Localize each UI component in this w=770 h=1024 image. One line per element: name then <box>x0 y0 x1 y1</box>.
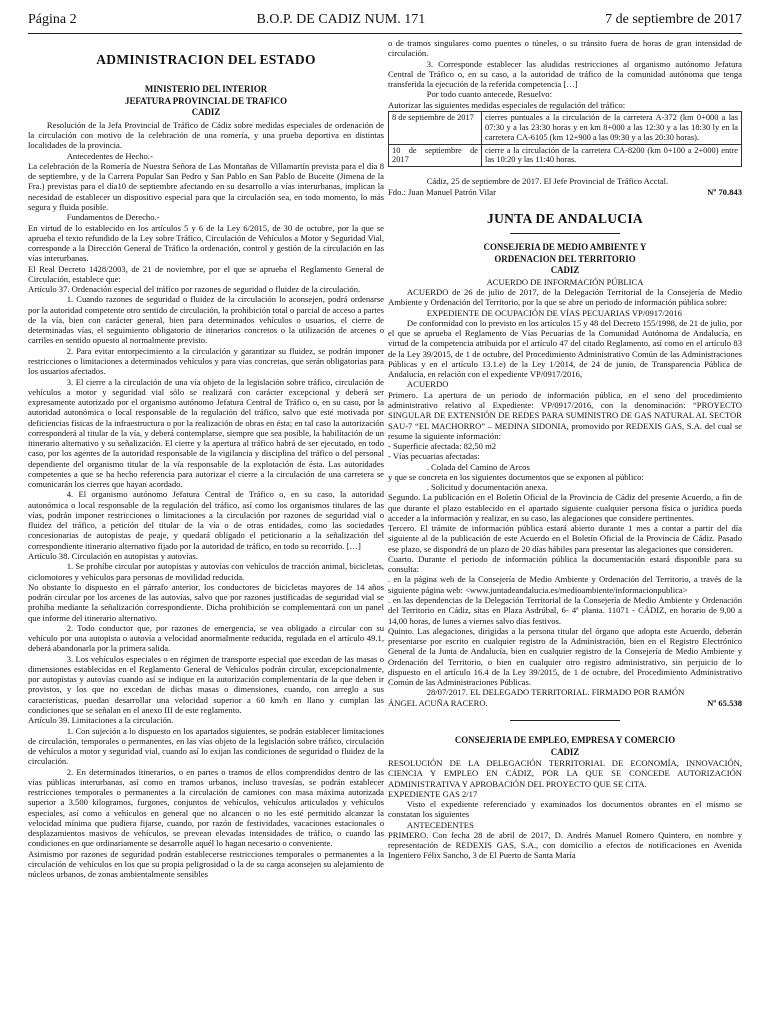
org-cadiz: CADIZ <box>550 265 580 276</box>
paragraph: Primero. La apertura de un periodo de información pública, en el seno del procedimiento administrativo relativo al Expediente: VP/0917/2016, con la denominación: “PROYECTO SINGULAR DE EXTENSIÓN DE REDES PARA SUMINISTRO DE GAS NATURAL AL SECTOR SAU-7 “EL MACHORRO” – MEDINA SIDONIA, promovido por REDEXIS GAS, S.A. del cual se resume la siguiente información: <box>388 389 742 441</box>
paragraph: No obstante lo dispuesto en el párrafo anterior, los conductores de bicicletas mayores de 14 años podrán circular por los arcenes de las autovías, salvo que por razones justificadas de seguridad vial se prohíba mediante la señalización correspondiente. Dicha prohibición se complementará con un panel que informe del itinerario alternativo. <box>28 581 384 623</box>
paragraph: ACUERDO <box>406 379 449 390</box>
paragraph: EXPEDIENTE GAS 2/17 <box>388 788 478 799</box>
paragraph: Cuarto. Durante el periodo de información pública la documentación estará disponible para su consulta: <box>388 553 742 575</box>
section-title-estado: ADMINISTRACION DEL ESTADO <box>96 52 316 67</box>
paragraph: Visto el expediente referenciado y examinados los documentos obrantes en el mismo se constatan los siguientes <box>388 799 742 820</box>
notice-number: Nº 65.538 <box>707 697 742 708</box>
paragraph: 3. Corresponde establecer las aludidas restricciones al organismo autónomo Jefatura Central de Tráfico o, en su caso, a la autoridad de tráfico de la comunidad autónoma que tenga transferida la ejecución de la referida competencia […] <box>388 58 742 90</box>
paragraph: En virtud de lo establecido en los artículos 5 y 6 de la Ley 6/2015, de 30 de octubre, por la que se aprueba el texto refundido de la Ley sobre Tráfico, Circulación de Vehículos a Motor y Seguridad Vial, corresponde a la Dirección General de Tráfico la ordenación, control y gestión de la circulación en las vías interurbanas. <box>28 222 384 264</box>
org-consejeria-medio-ambiente: CONSEJERIA DE MEDIO AMBIENTE Y <box>483 242 647 253</box>
header-rule <box>28 33 742 34</box>
signature-line: Cádiz, 25 de septiembre de 2017. El Jefe Provincial de Tráfico Acctal. <box>426 176 669 187</box>
resolution-body <box>388 758 742 861</box>
paragraph: 2. En determinados itinerarios, o en partes o tramos de ellos comprendidos dentro de las vías públicas interurbanas, así como en tramos urbanos, incluso travesías, se podrán establecer restricciones temporales o permanentes a la circulación de camiones con masa máxima autorizada superior a 3.500 kilogramos, furgones, conjuntos de vehículos, vehículos articulados y vehículos especiales, así como a vehículos en general que no alcancen o no les esté permitido alcanzar la velocidad mínima que pudiera fijarse, cuando, por razón de festividades, vacaciones estacionales o desplazamientos masivos de vehículos, se prevean elevadas intensidades de tráfico, o cuando las condiciones en que ordinariamente se desarrolle aquél lo hagan necesario o conveniente. <box>28 766 384 849</box>
paragraph: De conformidad con lo previsto en los artículos 15 y 48 del Decreto 155/1998, de 21 de julio, por el que se aprueba el Reglamento de Vías Pecuarias de la Comunidad Autónoma de Andalucía, en virtud de la competencia atribuida por el artículo 47 del citado Reglamento, así como en el artículo 83 de la Ley 39/2015, de 1 de octubre, del Procedimiento Administrativo Común de las Administraciones Públicas y en el artículo 13.1.e) de la Ley 1/2014, de 24 de junio, de Transparencia Pública de Andalucía, en relación con el expediente VP/0917/2016, <box>388 317 742 380</box>
paragraph: Asimismo por razones de seguridad podrán establecerse restricciones temporales o permanentes a la circulación de vehículos en los que su propia peligrosidad o la de su carga aconsejen su alejamiento de núcleos urbanos, de zonas ambientalmente sensibles <box>28 848 384 880</box>
org-cadiz: CADIZ <box>550 746 580 757</box>
paragraph: El Real Decreto 1428/2003, de 21 de noviembre, por el que se aprueba el Reglamento General de Circulación, establece que: <box>28 263 384 284</box>
org-consejeria-empleo: CONSEJERIA DE EMPLEO, EMPRESA Y COMERCIO <box>454 734 676 745</box>
signatory-name: ÁNGEL ACUÑA RACERO. <box>388 697 488 708</box>
bulletin-title: B.O.P. DE CADIZ NUM. 171 <box>256 12 426 27</box>
paragraph: Resolución de la Jefa Provincial de Tráfico de Cádiz sobre medidas especiales de ordenación de la circulación con motivo de la celebración de una romería, y una prueba deportiva en distintas localidades de la provincia. <box>28 119 384 151</box>
left-column <box>28 38 384 880</box>
paragraph: ANTECEDENTES <box>406 819 474 830</box>
paragraph: EXPEDIENTE DE OCUPACIÓN DE VÍAS PECUARIAS VP/0917/2016 <box>426 307 682 318</box>
signature-line: 28/07/2017. EL DELEGADO TERRITORIAL. FIRMADO POR RAMÓN <box>426 687 685 698</box>
paragraph: . Colada del Camino de Arcos <box>426 461 530 472</box>
page-header <box>28 12 742 30</box>
paragraph: - Vías pecuarias afectadas: <box>388 451 480 462</box>
paragraph: PRIMERO. Con fecha 28 de abril de 2017, D. Andrés Manuel Romero Quintero, en nombre y representación de REDEXIS GAS, S.A., con domicilio a efectos de notificaciones en Avenida Ingeniero Félix Sancho, 3 de El Puerto de Santa María <box>388 829 742 861</box>
notice-body <box>388 287 742 687</box>
paragraph: Fundamentos de Derecho.- <box>66 212 160 223</box>
paragraph: Por todo cuanto antecede, Resuelvo: <box>426 89 552 100</box>
org-ordenacion: ORDENACION DEL TERRITORIO <box>494 253 636 264</box>
paragraph: La celebración de la Romería de Nuestra Señora de Las Montañas de Villamartín prevista para el día 8 de septiembre, y de la Carrera Popular San Pedro y San Pablo en San Pablo de Buceite (Jimena de la Fra.) previstas para el día10 de septiembre afectando en su desarrollo a vías interurbanas, implican la necesidad de establecer un dispositivo especial para que la circulación sea, en todo momento, lo más segura y fluida posible. <box>28 160 384 212</box>
paragraph: Artículo 39. Limitaciones a la circulación. <box>28 715 174 726</box>
paragraph: . en las dependencias de la Delegación Territorial de la Consejería de Medio Ambiente y Ordenación del Territorio en Cádiz, sitas en Plaza Asdrúbal, 6- 4ª planta. 11071 - CÁDIZ, en horario de 9,00 a 14,00 horas, de lunes a viernes salvo días festivos. <box>388 595 742 626</box>
table-cell-date: 8 de septiembre de 2017 <box>389 111 482 144</box>
paragraph: . en la página web de la Consejería de Medio Ambiente y Ordenación del Territorio, a través de la siguiente página web: <www.juntadeandalucia.es/medioambiente/informacionpublica> <box>388 574 742 595</box>
paragraph: Autorizar las siguientes medidas especiales de regulación del tráfico: <box>388 99 626 110</box>
paragraph: y que se concreta en los siguientes documentos que se exponen al público: <box>388 471 644 482</box>
notice-title: ACUERDO DE INFORMACIÓN PÚBLICA <box>486 276 644 287</box>
org-ministerio: MINISTERIO DEL INTERIOR <box>144 84 268 95</box>
table-cell-measure: cierre a la circulación de la carretera CA-8200 (km 0+100 a 2+000) entre las 10:20 y las 11:40 horas. <box>482 144 742 167</box>
org-jefatura: JEFATURA PROVINCIAL DE TRAFICO <box>125 95 287 106</box>
paragraph: 4. El organismo autónomo Jefatura Central de Tráfico o, en su caso, la autoridad autonómica o local responsable de la regulación del tráfico, así como los organismos titulares de las vías, podrán imponer restricciones o limitaciones a la circulación por razones de seguridad vial o fluidez del tráfico, a petición del titular de la vía o de otras entidades, como las sociedades concesionarias de autopistas de peaje, y quedará obligado el peticionario a la señalización del correspondiente itinerario alternativo fijado por la autoridad de tráfico, en todo su recorrido. […] <box>28 489 384 551</box>
paragraph: Quinto. Las alegaciones, dirigidas a la persona titular del órgano que adopta este Acuerdo, deberán presentarse por escrito en cualquier registro de la Administración, bien en el Registro Electrónico General de la Junta de Andalucía, bien en cualquier registro de la Consejería de Medio Ambiente y Ordenación del Territorio, o bien en cualquier otro registro administrativo, sin perjuicio de lo dispuesto en el artículo 16.4 de la Ley 39/2015, de 1 de octubre, del Procedimiento Administrativo Común de las Administraciones Públicas. <box>388 625 742 688</box>
table-row <box>389 111 742 144</box>
paragraph: 3. El cierre a la circulación de una vía objeto de la legislación sobre tráfico, circulación de vehículos a motor y seguridad vial sólo se realizará con carácter excepcional y deberá ser expresamente autorizado por el organismo autónomo Jefatura Central de Tráfico o, en su caso, por la autoridad autonómica o local responsable de la regulación del tráfico, salvo que esté motivada por deficiencias físicas de la infraestructura o por la realización de obras en ésta; en tal caso la autorización corresponderá al titular de la vía, y deberá contemplarse, siempre que sea posible, la habilitación de un itinerario alternativo y su señalización. El cierre y la apertura al tráfico habrá de ser ejecutado, en todo caso, por los agentes de la autoridad responsable de la vigilancia y disciplina del tráfico o del personal dependiente del organismo titular de la vía responsable de la explotación de ésta. Las autoridades competentes a que se ha hecho referencia para autorizar el cierre a la circulación de una carretera se comunicarán los cierres que hayan acordado. <box>28 376 384 490</box>
signature-block <box>388 698 742 708</box>
paragraph: . Solicitud y documentación anexa. <box>426 482 548 493</box>
notice-number: Nº 70.843 <box>707 186 742 197</box>
paragraph: Artículo 38. Circulación en autopistas y autovías. <box>28 551 198 562</box>
paragraph: Antecedentes de Hecho.- <box>66 150 153 161</box>
paragraph: 1. Cuando razones de seguridad o fluidez de la circulación lo aconsejen, podrá ordenarse por la autoridad competente otro sentido de circulación, la prohibición total o parcial de acceso a partes de la vía, bien con carácter general, bien para determinados vehículos o usuarios, el cierre de determinadas vías, el seguimiento obligatorio de itinerarios concretos o la utilización de arcenes o carriles en sentido opuesto al normalmente previsto. <box>28 294 384 346</box>
paragraph: - Superficie afectada: 82,50 m2 <box>388 441 497 452</box>
page-number: Página 2 <box>28 12 77 27</box>
right-column <box>388 38 742 861</box>
paragraph: RESOLUCIÓN DE LA DELEGACIÓN TERRITORIAL DE ECONOMÍA, INNOVACIÓN, CIENCIA Y EMPLEO EN CÁDIZ, POR LA QUE SE CONCEDE AUTORIZACIÓN ADMINISTRATIVA Y APROBACIÓN DEL PROYECTO QUE SE CITA. <box>388 758 742 789</box>
paragraph: 3. Los vehículos especiales o en régimen de transporte especial que excedan de las masas o dimensiones establecidas en el Reglamento General de Vehículos podrán circular, excepcionalmente, por autopistas y autovías cuando así se indique en la autorización complementaria de la que deben ir provistos, y los que no excedan de dichas masas o dimensiones, cuando, con arreglo a sus características, puedan desarrollar una velocidad superior a 60 km/h en llano y cumplan las condiciones que se señalan en el anexo III de este reglamento. <box>28 653 384 715</box>
paragraph: 1. Con sujeción a lo dispuesto en los apartados siguientes, se podrán establecer limitaciones de circulación, temporales o permanentes, en las vías objeto de la legislación sobre tráfico, circulación de vehículos a motor y seguridad vial, cuando así lo exijan las condiciones de seguridad o fluidez de la circulación. <box>28 725 384 767</box>
signatory-name: Fdo.: Juan Manuel Patrón Vilar <box>388 186 496 197</box>
paragraph: o de tramos singulares como puentes o túneles, o su tránsito fuera de horas de gran intensidad de circulación. <box>388 38 742 59</box>
paragraph: ACUERDO de 26 de julio de 2017, de la Delegación Territorial de la Consejería de Medio Ambiente y Ordenación del Territorio, por la que se abre un periodo de información pública sobre: <box>388 287 742 308</box>
paragraph: 2. Para evitar entorpecimiento a la circulación y garantizar su fluidez, se podrán imponer restricciones o limitaciones a determinados vehículos y para vías concretas, que serán obligatorias para los usuarios afectados. <box>28 345 384 377</box>
section-rule <box>510 233 620 234</box>
table-row <box>389 144 742 167</box>
table-cell-date: 10 de septiembre de 2017 <box>389 144 482 167</box>
section-title-junta: JUNTA DE ANDALUCIA <box>487 210 643 226</box>
org-cadiz: CADIZ <box>191 107 221 118</box>
section-divider <box>510 720 620 721</box>
bulletin-date: 7 de septiembre de 2017 <box>605 12 742 27</box>
traffic-measures-table <box>388 111 742 168</box>
paragraph: 1. Se prohíbe circular por autopistas y autovías con vehículos de tracción animal, bicicletas, ciclomotores y vehículos para personas de movilidad reducida. <box>28 561 384 582</box>
paragraph: Tercero. El trámite de información pública estará abierto durante 1 mes a contar a partir del día siguiente al de la publicación de este Acuerdo en el Boletín Oficial de la Provincia de Cádiz. Pasado ese plazo, se dispondrá de un plazo de 20 días hábiles para presentar las alegaciones que consideren. <box>388 523 742 554</box>
table-cell-measure: cierres puntuales a la circulación de la carretera A-372 (km 0+000 a las 07:30 y a las 23:30 horas y en km 8+000 a las 12:30 y a las 18:30 ly en la carretera CA-6105 (km 12+900 a las 09:30 y a las 20:30 horas). <box>482 111 742 144</box>
signature-block <box>388 187 742 197</box>
paragraph: Artículo 37. Ordenación especial del tráfico por razones de seguridad o fluidez de la circulación. <box>28 284 361 295</box>
paragraph: 2. Todo conductor que, por razones de emergencia, se vea obligado a circular con su vehículo por una autopista o autovía a velocidad anormalmente reducida, regulada en el artículo 49.1, deberá abandonarla por la primera salida. <box>28 622 384 654</box>
paragraph: Segundo. La publicación en el Boletín Oficial de la Provincia de Cádiz del presente Acuerdo, a fin de que durante el plazo establecido en el apartado siguiente cualquier persona física o jurídica pueda acceder a la información y realizar, en su caso, las alegaciones que considere pertinentes. <box>388 492 742 523</box>
